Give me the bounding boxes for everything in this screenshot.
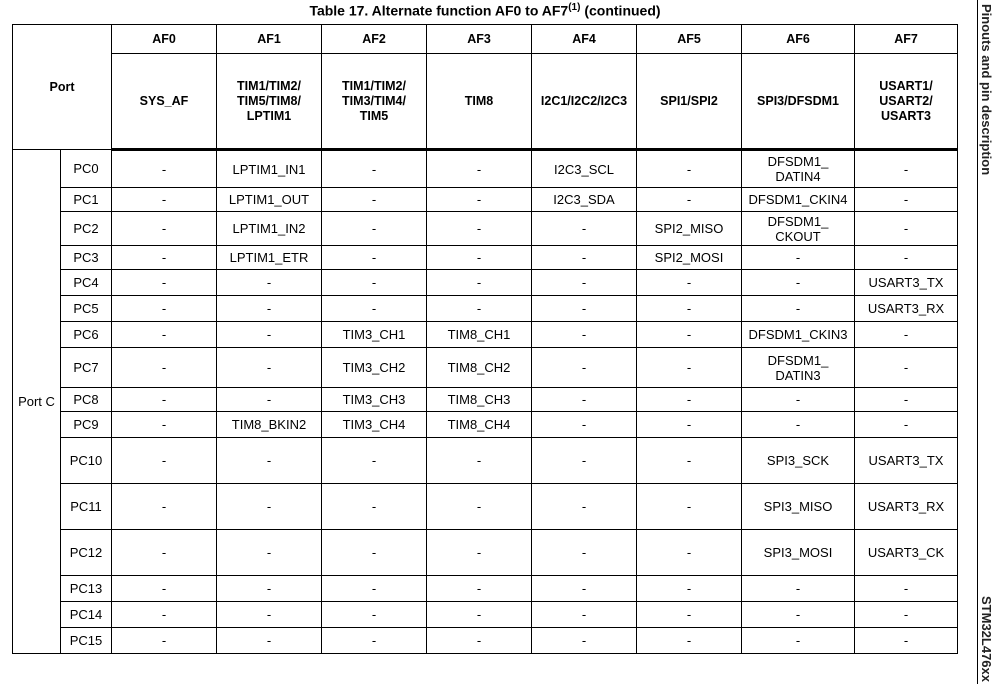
group-header: TIM8 [427, 54, 532, 150]
af1-cell: - [217, 296, 322, 322]
table-row [13, 270, 958, 296]
af6-cell: DFSDM1_ CKOUT [742, 212, 855, 246]
af3-cell: TIM8_CH2 [427, 348, 532, 388]
af5-cell: - [637, 602, 742, 628]
af5-cell: - [637, 322, 742, 348]
pin-name-cell: PC1 [61, 188, 112, 212]
af1-cell: - [217, 628, 322, 654]
pin-name-cell: PC10 [61, 438, 112, 484]
table-row [13, 150, 958, 188]
af6-cell: DFSDM1_CKIN3 [742, 322, 855, 348]
table-row [13, 322, 958, 348]
af0-cell: - [112, 602, 217, 628]
af4-cell: I2C3_SDA [532, 188, 637, 212]
af5-cell: SPI2_MOSI [637, 246, 742, 270]
af2-cell: - [322, 246, 427, 270]
af2-cell: - [322, 212, 427, 246]
table-row [13, 246, 958, 270]
af6-cell: - [742, 576, 855, 602]
af0-cell: - [112, 628, 217, 654]
af4-cell: - [532, 576, 637, 602]
af1-cell: - [217, 602, 322, 628]
af0-cell: - [112, 322, 217, 348]
af5-cell: - [637, 438, 742, 484]
af6-cell: DFSDM1_ DATIN3 [742, 348, 855, 388]
af2-cell: TIM3_CH1 [322, 322, 427, 348]
af3-cell: - [427, 628, 532, 654]
af3-cell: - [427, 212, 532, 246]
af2-cell: - [322, 576, 427, 602]
af0-cell: - [112, 212, 217, 246]
af-header-row [13, 25, 958, 54]
af-header: AF6 [742, 25, 855, 54]
group-header: SYS_AF [112, 54, 217, 150]
pin-name-cell: PC8 [61, 388, 112, 412]
af4-cell: - [532, 484, 637, 530]
af0-cell: - [112, 412, 217, 438]
af1-cell: - [217, 348, 322, 388]
af4-cell: - [532, 322, 637, 348]
side-divider [977, 0, 978, 684]
af3-cell: TIM8_CH4 [427, 412, 532, 438]
side-margin [977, 0, 999, 684]
af6-cell: - [742, 412, 855, 438]
pin-name-cell: PC0 [61, 150, 112, 188]
af7-cell: - [855, 412, 958, 438]
af7-cell: USART3_CK [855, 530, 958, 576]
af7-cell: - [855, 348, 958, 388]
group-header: SPI1/SPI2 [637, 54, 742, 150]
alternate-function-table [12, 24, 958, 654]
af1-cell: - [217, 388, 322, 412]
af3-cell: - [427, 150, 532, 188]
af3-cell: - [427, 246, 532, 270]
af4-cell: - [532, 412, 637, 438]
af0-cell: - [112, 576, 217, 602]
table-row [13, 628, 958, 654]
af2-cell: TIM3_CH3 [322, 388, 427, 412]
af5-cell: - [637, 628, 742, 654]
af5-cell: - [637, 388, 742, 412]
af6-cell: - [742, 602, 855, 628]
af-header: AF3 [427, 25, 532, 54]
pin-name-cell: PC4 [61, 270, 112, 296]
group-header: SPI3/DFSDM1 [742, 54, 855, 150]
af5-cell: - [637, 270, 742, 296]
af4-cell: - [532, 438, 637, 484]
af2-cell: - [322, 530, 427, 576]
af6-cell: - [742, 388, 855, 412]
af5-cell: - [637, 188, 742, 212]
pin-name-cell: PC2 [61, 212, 112, 246]
port-group-cell: Port C [13, 150, 61, 654]
af4-cell: - [532, 296, 637, 322]
af7-cell: - [855, 188, 958, 212]
af0-cell: - [112, 296, 217, 322]
af3-cell: - [427, 530, 532, 576]
af0-cell: - [112, 348, 217, 388]
af0-cell: - [112, 438, 217, 484]
table-row [13, 576, 958, 602]
af3-cell: - [427, 602, 532, 628]
af3-cell: TIM8_CH1 [427, 322, 532, 348]
af-header: AF5 [637, 25, 742, 54]
af7-cell: USART3_RX [855, 484, 958, 530]
table-row [13, 348, 958, 388]
af1-cell: - [217, 438, 322, 484]
af3-cell: TIM8_CH3 [427, 388, 532, 412]
port-header: Port [13, 25, 112, 150]
af4-cell: - [532, 530, 637, 576]
af5-cell: - [637, 150, 742, 188]
af7-cell: USART3_RX [855, 296, 958, 322]
af0-cell: - [112, 246, 217, 270]
af6-cell: SPI3_MISO [742, 484, 855, 530]
pin-name-cell: PC6 [61, 322, 112, 348]
group-header: USART1/ USART2/ USART3 [855, 54, 958, 150]
side-device-label: STM32L476xx [979, 596, 994, 682]
af1-cell: LPTIM1_ETR [217, 246, 322, 270]
table-row [13, 188, 958, 212]
pin-name-cell: PC15 [61, 628, 112, 654]
af1-cell: - [217, 530, 322, 576]
pin-name-cell: PC9 [61, 412, 112, 438]
af7-cell: - [855, 602, 958, 628]
af2-cell: - [322, 438, 427, 484]
af7-cell: - [855, 212, 958, 246]
af3-cell: - [427, 438, 532, 484]
af2-cell: TIM3_CH4 [322, 412, 427, 438]
group-header-row [13, 54, 958, 150]
af6-cell: - [742, 628, 855, 654]
af-header: AF4 [532, 25, 637, 54]
af0-cell: - [112, 388, 217, 412]
af6-cell: - [742, 270, 855, 296]
af6-cell: SPI3_SCK [742, 438, 855, 484]
af4-cell: - [532, 628, 637, 654]
table-row [13, 296, 958, 322]
af0-cell: - [112, 188, 217, 212]
af7-cell: - [855, 628, 958, 654]
pin-name-cell: PC3 [61, 246, 112, 270]
pin-name-cell: PC7 [61, 348, 112, 388]
af2-cell: - [322, 628, 427, 654]
table-row [13, 212, 958, 246]
af6-cell: DFSDM1_CKIN4 [742, 188, 855, 212]
table-body [13, 150, 958, 654]
af2-cell: - [322, 270, 427, 296]
table-title-footnote: (1) [568, 2, 581, 13]
af-header: AF2 [322, 25, 427, 54]
af0-cell: - [112, 270, 217, 296]
af-header: AF7 [855, 25, 958, 54]
pin-name-cell: PC5 [61, 296, 112, 322]
af3-cell: - [427, 270, 532, 296]
af3-cell: - [427, 576, 532, 602]
af1-cell: - [217, 270, 322, 296]
af1-cell: LPTIM1_OUT [217, 188, 322, 212]
af4-cell: - [532, 246, 637, 270]
af6-cell: - [742, 296, 855, 322]
af7-cell: USART3_TX [855, 270, 958, 296]
af4-cell: - [532, 212, 637, 246]
group-header: TIM1/TIM2/ TIM3/TIM4/ TIM5 [322, 54, 427, 150]
af2-cell: - [322, 602, 427, 628]
af4-cell: I2C3_SCL [532, 150, 637, 188]
af0-cell: - [112, 530, 217, 576]
af7-cell: - [855, 576, 958, 602]
af2-cell: - [322, 484, 427, 530]
af4-cell: - [532, 388, 637, 412]
af-header: AF1 [217, 25, 322, 54]
af7-cell: - [855, 388, 958, 412]
af3-cell: - [427, 188, 532, 212]
af4-cell: - [532, 602, 637, 628]
af3-cell: - [427, 484, 532, 530]
group-header: TIM1/TIM2/ TIM5/TIM8/ LPTIM1 [217, 54, 322, 150]
af1-cell: - [217, 576, 322, 602]
table-title [0, 2, 970, 19]
table-title-text: Table 17. Alternate function AF0 to AF7 [309, 2, 569, 19]
pin-name-cell: PC13 [61, 576, 112, 602]
af0-cell: - [112, 484, 217, 530]
af2-cell: - [322, 296, 427, 322]
af1-cell: - [217, 322, 322, 348]
table-row [13, 602, 958, 628]
af2-cell: - [322, 188, 427, 212]
af2-cell: - [322, 150, 427, 188]
group-header: I2C1/I2C2/I2C3 [532, 54, 637, 150]
af6-cell: - [742, 246, 855, 270]
af3-cell: - [427, 296, 532, 322]
af6-cell: DFSDM1_ DATIN4 [742, 150, 855, 188]
pin-name-cell: PC14 [61, 602, 112, 628]
side-section-label: Pinouts and pin description [979, 4, 994, 176]
af7-cell: - [855, 150, 958, 188]
af1-cell: LPTIM1_IN2 [217, 212, 322, 246]
pin-name-cell: PC11 [61, 484, 112, 530]
table-row [13, 530, 958, 576]
af5-cell: - [637, 484, 742, 530]
pin-name-cell: PC12 [61, 530, 112, 576]
af4-cell: - [532, 348, 637, 388]
af7-cell: - [855, 322, 958, 348]
af5-cell: - [637, 412, 742, 438]
af2-cell: TIM3_CH2 [322, 348, 427, 388]
af0-cell: - [112, 150, 217, 188]
af5-cell: - [637, 296, 742, 322]
af1-cell: - [217, 484, 322, 530]
table-row [13, 438, 958, 484]
af6-cell: SPI3_MOSI [742, 530, 855, 576]
af4-cell: - [532, 270, 637, 296]
table-row [13, 484, 958, 530]
af5-cell: - [637, 576, 742, 602]
af-header: AF0 [112, 25, 217, 54]
table-row [13, 412, 958, 438]
af5-cell: SPI2_MISO [637, 212, 742, 246]
af1-cell: TIM8_BKIN2 [217, 412, 322, 438]
af5-cell: - [637, 530, 742, 576]
af7-cell: USART3_TX [855, 438, 958, 484]
table-row [13, 388, 958, 412]
af1-cell: LPTIM1_IN1 [217, 150, 322, 188]
table-title-suffix: (continued) [580, 2, 661, 19]
af5-cell: - [637, 348, 742, 388]
af7-cell: - [855, 246, 958, 270]
